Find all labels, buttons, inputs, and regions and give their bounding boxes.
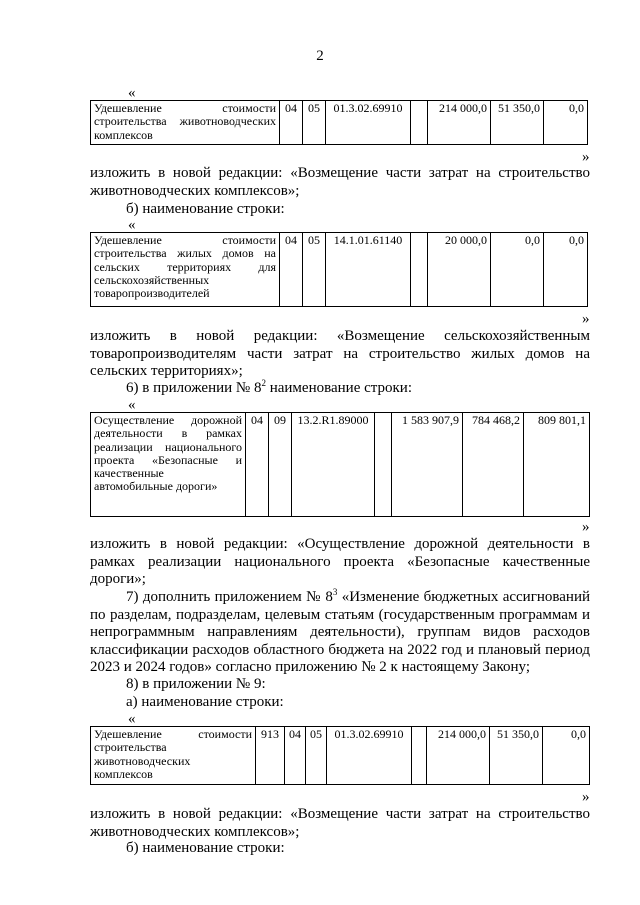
paragraph-6-sup: 2 (261, 378, 266, 388)
row-name-cell: Удешевление стоимости строительства животноводческих комплексов (91, 101, 280, 145)
paragraph-6-prefix: 6) в приложении № 8 (126, 380, 262, 396)
section-cell: 04 (246, 413, 269, 517)
open-quote: « (128, 85, 136, 101)
paragraph-new-edition-4: изложить в новой редакции: «Возмещение части затрат на строительство животноводческих комплексов»; (90, 806, 590, 840)
close-quote: » (582, 311, 590, 327)
row-name-cell: Удешевление стоимости строительства жилых домов на сельских территориях для сельскохозяйственных товаропроизводителей (91, 233, 280, 307)
paragraph-7 (90, 589, 590, 677)
amount-2022-cell: 214 000,0 (427, 727, 490, 785)
amount-2023-cell: 51 350,0 (491, 101, 544, 145)
open-quote: « (128, 711, 136, 727)
budget-row-table-3 (90, 412, 590, 517)
paragraph-7-sup: 3 (332, 587, 338, 597)
row-name-cell: Удешевление стоимости строительства животноводческих комплексов (91, 727, 256, 785)
expense-type-cell (411, 233, 428, 307)
budget-row-table-1 (90, 100, 588, 145)
close-quote: » (582, 149, 590, 165)
amount-2024-cell: 809 801,1 (524, 413, 590, 517)
close-quote: » (582, 789, 590, 805)
target-article-cell: 01.3.02.69910 (326, 101, 411, 145)
paragraph-b-row-name-2: б) наименование строки: (126, 840, 285, 856)
paragraph-a-row-name: а) наименование строки: (126, 694, 284, 710)
subsection-cell: 05 (303, 233, 326, 307)
target-article-cell: 13.2.R1.89000 (292, 413, 375, 517)
paragraph-6 (126, 380, 412, 398)
amount-2022-cell: 1 583 907,9 (392, 413, 463, 517)
row-name-cell: Осуществление дорожной деятельности в рамках реализации национального проекта «Безопасные и качественные автомобильные дороги» (91, 413, 246, 517)
amount-2024-cell: 0,0 (544, 233, 588, 307)
open-quote: « (128, 397, 136, 413)
amount-2024-cell: 0,0 (543, 727, 590, 785)
subsection-cell: 05 (306, 727, 327, 785)
paragraph-6-suffix: наименование строки: (265, 380, 412, 396)
target-article-cell: 14.1.01.61140 (326, 233, 411, 307)
amount-2022-cell: 214 000,0 (428, 101, 491, 145)
amount-2023-cell: 51 350,0 (490, 727, 543, 785)
section-cell: 04 (285, 727, 306, 785)
open-quote: « (128, 217, 136, 233)
amount-2023-cell: 784 468,2 (463, 413, 524, 517)
budget-row-table-2 (90, 232, 588, 307)
paragraph-7-suffix: «Изменение бюджетных ассигнований по разделам, подразделам, целевым статьям (государственным программам и непрограммным направлениям деятельности), группам видов расходов классификации расходов областного бюджета на 2022 год и плановый период 2023 и 2024 годов» согласно приложению № 2 к настоящему Закону; (90, 589, 590, 675)
subsection-cell: 05 (303, 101, 326, 145)
expense-type-cell (412, 727, 427, 785)
paragraph-b-row-name: б) наименование строки: (126, 201, 285, 217)
budget-row-table-4 (90, 726, 590, 785)
section-cell: 04 (280, 233, 303, 307)
amount-2024-cell: 0,0 (544, 101, 588, 145)
page-number: 2 (316, 48, 324, 64)
amount-2022-cell: 20 000,0 (428, 233, 491, 307)
paragraph-8: 8) в приложении № 9: (126, 676, 266, 692)
paragraph-new-edition-3: изложить в новой редакции: «Осуществление дорожной деятельности в рамках реализации национального проекта «Безопасные качественные дороги»; (90, 536, 590, 587)
target-article-cell: 01.3.02.69910 (327, 727, 412, 785)
paragraph-new-edition-2: изложить в новой редакции: «Возмещение сельскохозяйственным товаропроизводителям части затрат на строительство жилых домов на сельских территориях»; (90, 328, 590, 379)
amount-2023-cell: 0,0 (491, 233, 544, 307)
expense-type-cell (375, 413, 392, 517)
close-quote: » (582, 519, 590, 535)
paragraph-new-edition-1: изложить в новой редакции: «Возмещение части затрат на строительство животноводческих комплексов»; (90, 165, 590, 199)
subsection-cell: 09 (269, 413, 292, 517)
paragraph-7-prefix: 7) дополнить приложением № 8 (126, 589, 333, 605)
expense-type-cell (411, 101, 428, 145)
section-cell: 04 (280, 101, 303, 145)
ministry-code-cell: 913 (256, 727, 285, 785)
